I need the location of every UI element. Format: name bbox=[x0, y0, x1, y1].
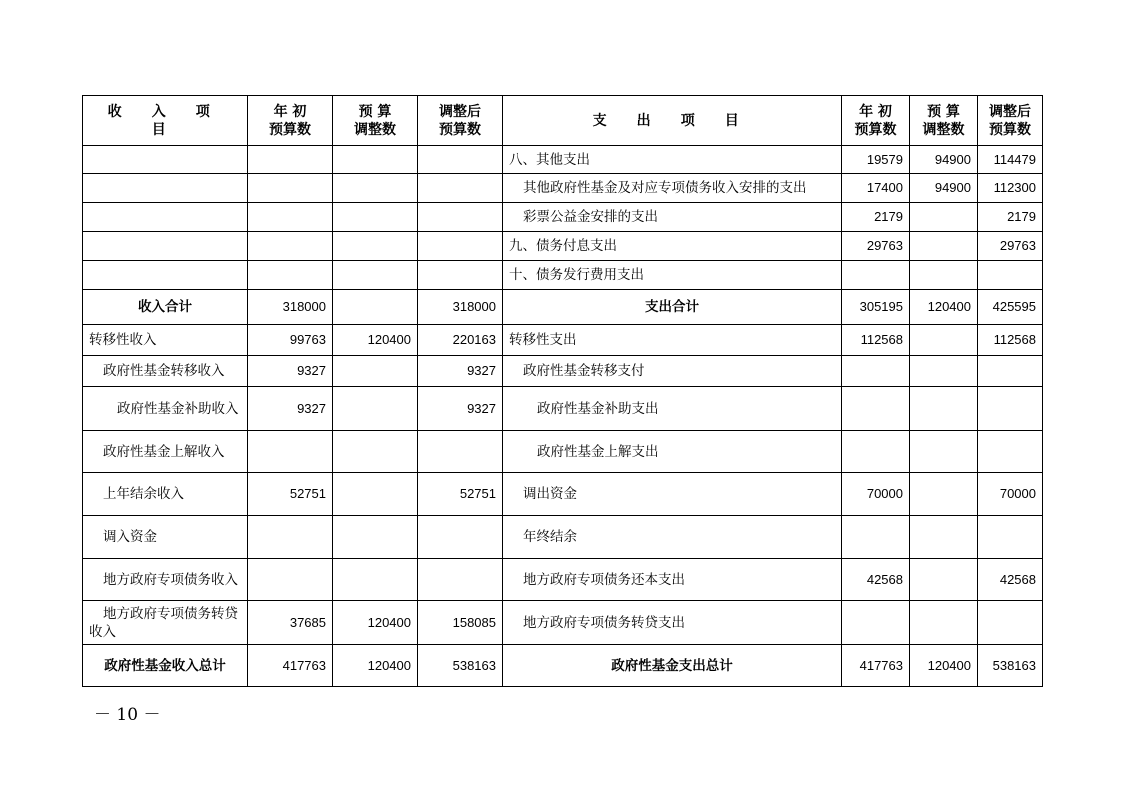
income-adjusted: 538163 bbox=[418, 645, 503, 687]
expense-adjust bbox=[910, 431, 978, 473]
income-adjusted: 220163 bbox=[418, 325, 503, 356]
expense-adjusted: 70000 bbox=[978, 473, 1043, 516]
income-adjusted bbox=[418, 232, 503, 261]
table-row bbox=[83, 516, 1043, 559]
income-initial: 9327 bbox=[248, 356, 333, 387]
income-initial: 37685 bbox=[248, 601, 333, 645]
expense-adjusted bbox=[978, 516, 1043, 559]
expense-adjusted bbox=[978, 601, 1043, 645]
income-adjusted: 318000 bbox=[418, 290, 503, 325]
expense-initial: 305195 bbox=[842, 290, 910, 325]
expense-initial: 417763 bbox=[842, 645, 910, 687]
expense-adjusted: 112300 bbox=[978, 174, 1043, 203]
expense-adjust: 94900 bbox=[910, 174, 978, 203]
expense-initial bbox=[842, 516, 910, 559]
expense-item: 调出资金 bbox=[503, 473, 842, 516]
expense-adjusted bbox=[978, 261, 1043, 290]
expense-adjusted bbox=[978, 387, 1043, 431]
income-initial: 99763 bbox=[248, 325, 333, 356]
income-adjusted bbox=[418, 261, 503, 290]
income-initial bbox=[248, 203, 333, 232]
expense-initial: 19579 bbox=[842, 146, 910, 174]
income-grand-total-label: 政府性基金收入总计 bbox=[83, 645, 248, 687]
grand-total-row bbox=[83, 645, 1043, 687]
expense-adjust: 94900 bbox=[910, 146, 978, 174]
income-initial: 318000 bbox=[248, 290, 333, 325]
expense-adjust bbox=[910, 325, 978, 356]
income-item bbox=[83, 232, 248, 261]
table-row bbox=[83, 601, 1043, 645]
income-adjust bbox=[333, 261, 418, 290]
income-adjust bbox=[333, 473, 418, 516]
table-row bbox=[83, 431, 1043, 473]
income-adjusted bbox=[418, 174, 503, 203]
income-item: 地方政府专项债务收入 bbox=[83, 559, 248, 601]
expense-adjusted: 42568 bbox=[978, 559, 1043, 601]
expense-item: 地方政府专项债务还本支出 bbox=[503, 559, 842, 601]
income-adjusted bbox=[418, 559, 503, 601]
income-initial bbox=[248, 174, 333, 203]
income-adjust: 120400 bbox=[333, 645, 418, 687]
income-adjusted: 52751 bbox=[418, 473, 503, 516]
income-adjusted: 9327 bbox=[418, 387, 503, 431]
expense-adjust bbox=[910, 601, 978, 645]
table-row bbox=[83, 356, 1043, 387]
expense-budget-adjust-header: 预 算 调整数 bbox=[910, 96, 978, 146]
table-row bbox=[83, 387, 1043, 431]
expense-item: 转移性支出 bbox=[503, 325, 842, 356]
expense-initial: 42568 bbox=[842, 559, 910, 601]
expense-item: 八、其他支出 bbox=[503, 146, 842, 174]
expense-item-header: 支 出 项 目 bbox=[503, 96, 842, 146]
income-adjusted bbox=[418, 203, 503, 232]
income-item: 地方政府专项债务转贷收入 bbox=[83, 601, 248, 645]
expense-adjust bbox=[910, 516, 978, 559]
table-row bbox=[83, 146, 1043, 174]
adjusted-budget-header: 调整后 预算数 bbox=[418, 96, 503, 146]
income-item: 政府性基金上解收入 bbox=[83, 431, 248, 473]
expense-initial-budget-header: 年 初 预算数 bbox=[842, 96, 910, 146]
income-adjust bbox=[333, 203, 418, 232]
income-initial bbox=[248, 261, 333, 290]
initial-budget-header: 年 初 预算数 bbox=[248, 96, 333, 146]
expense-adjusted: 425595 bbox=[978, 290, 1043, 325]
expense-adjust bbox=[910, 232, 978, 261]
income-item: 转移性收入 bbox=[83, 325, 248, 356]
expense-initial: 2179 bbox=[842, 203, 910, 232]
expense-adjust bbox=[910, 356, 978, 387]
income-item: 上年结余收入 bbox=[83, 473, 248, 516]
income-item bbox=[83, 261, 248, 290]
budget-adjust-header: 预 算 调整数 bbox=[333, 96, 418, 146]
expense-initial: 29763 bbox=[842, 232, 910, 261]
expense-initial bbox=[842, 261, 910, 290]
income-initial bbox=[248, 516, 333, 559]
income-adjust bbox=[333, 174, 418, 203]
income-adjust bbox=[333, 146, 418, 174]
income-total-row bbox=[83, 290, 1043, 325]
income-item-header: 收 入 项 目 bbox=[83, 96, 248, 146]
expense-adjusted: 29763 bbox=[978, 232, 1043, 261]
income-adjust: 120400 bbox=[333, 325, 418, 356]
expense-initial: 70000 bbox=[842, 473, 910, 516]
expense-adjusted: 114479 bbox=[978, 146, 1043, 174]
expense-adjusted bbox=[978, 356, 1043, 387]
income-adjusted bbox=[418, 431, 503, 473]
expense-item: 十、债务发行费用支出 bbox=[503, 261, 842, 290]
income-item bbox=[83, 146, 248, 174]
income-adjusted bbox=[418, 146, 503, 174]
income-adjust bbox=[333, 290, 418, 325]
income-initial: 52751 bbox=[248, 473, 333, 516]
expense-item: 政府性基金补助支出 bbox=[503, 387, 842, 431]
expense-initial: 112568 bbox=[842, 325, 910, 356]
expense-adjust bbox=[910, 387, 978, 431]
table-row bbox=[83, 473, 1043, 516]
income-initial bbox=[248, 146, 333, 174]
header-row bbox=[83, 96, 1043, 146]
table-row bbox=[83, 203, 1043, 232]
expense-total-label: 支出合计 bbox=[503, 290, 842, 325]
income-adjust bbox=[333, 232, 418, 261]
expense-initial: 17400 bbox=[842, 174, 910, 203]
income-adjusted: 158085 bbox=[418, 601, 503, 645]
expense-initial bbox=[842, 431, 910, 473]
expense-adjust: 120400 bbox=[910, 645, 978, 687]
income-adjust bbox=[333, 559, 418, 601]
expense-initial bbox=[842, 356, 910, 387]
expense-adjust bbox=[910, 261, 978, 290]
income-adjust bbox=[333, 516, 418, 559]
table-row bbox=[83, 261, 1043, 290]
income-initial: 9327 bbox=[248, 387, 333, 431]
table-row bbox=[83, 232, 1043, 261]
income-initial bbox=[248, 232, 333, 261]
income-adjust bbox=[333, 431, 418, 473]
income-item: 政府性基金转移收入 bbox=[83, 356, 248, 387]
expense-adjusted: 538163 bbox=[978, 645, 1043, 687]
expense-item: 年终结余 bbox=[503, 516, 842, 559]
income-item bbox=[83, 203, 248, 232]
expense-item: 政府性基金上解支出 bbox=[503, 431, 842, 473]
expense-adjust: 120400 bbox=[910, 290, 978, 325]
expense-item: 地方政府专项债务转贷支出 bbox=[503, 601, 842, 645]
income-item bbox=[83, 174, 248, 203]
expense-adjusted-budget-header: 调整后 预算数 bbox=[978, 96, 1043, 146]
income-adjust bbox=[333, 356, 418, 387]
income-adjusted: 9327 bbox=[418, 356, 503, 387]
table-row bbox=[83, 174, 1043, 203]
expense-adjusted bbox=[978, 431, 1043, 473]
table-row bbox=[83, 559, 1043, 601]
income-adjust bbox=[333, 387, 418, 431]
income-adjusted bbox=[418, 516, 503, 559]
expense-item: 九、债务付息支出 bbox=[503, 232, 842, 261]
table-row bbox=[83, 325, 1043, 356]
expense-initial bbox=[842, 601, 910, 645]
expense-adjust bbox=[910, 473, 978, 516]
income-item: 调入资金 bbox=[83, 516, 248, 559]
expense-item: 其他政府性基金及对应专项债务收入安排的支出 bbox=[503, 174, 842, 203]
income-initial bbox=[248, 559, 333, 601]
expense-adjust bbox=[910, 203, 978, 232]
expense-adjusted: 112568 bbox=[978, 325, 1043, 356]
expense-item: 政府性基金转移支付 bbox=[503, 356, 842, 387]
income-initial: 417763 bbox=[248, 645, 333, 687]
income-initial bbox=[248, 431, 333, 473]
expense-item: 彩票公益金安排的支出 bbox=[503, 203, 842, 232]
expense-adjusted: 2179 bbox=[978, 203, 1043, 232]
page-number: － 10 － bbox=[94, 705, 161, 725]
budget-table bbox=[82, 95, 1043, 687]
expense-initial bbox=[842, 387, 910, 431]
income-item: 政府性基金补助收入 bbox=[83, 387, 248, 431]
income-adjust: 120400 bbox=[333, 601, 418, 645]
expense-adjust bbox=[910, 559, 978, 601]
income-total-label: 收入合计 bbox=[83, 290, 248, 325]
expense-grand-total-label: 政府性基金支出总计 bbox=[503, 645, 842, 687]
